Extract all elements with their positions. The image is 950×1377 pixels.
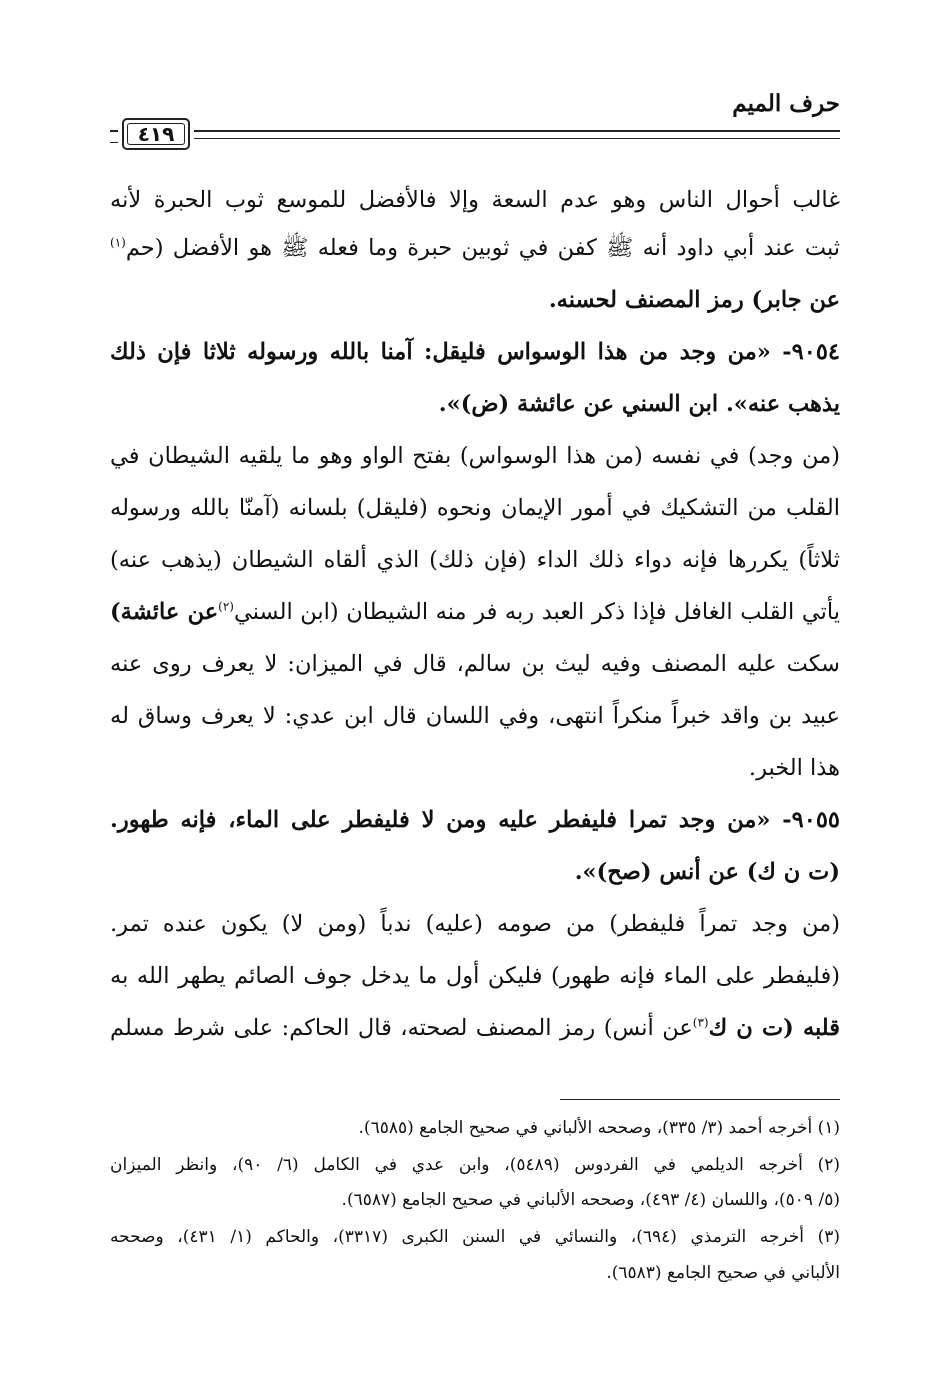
text-line: قلبه (ت ن ك$^{(٣)}$عن أنس) رمز المصنف لصحته، قال الحاكم: على شرط مسلم [110,1015,840,1041]
header-rule-thin [194,138,840,139]
text-line: القلب من التشكيك في أمور الإيمان ونحوه (فليقل) بلسانه (آمنّا بالله ورسوله [110,495,840,521]
footnote-mark: (٢) [218,599,234,614]
footnote-mark: (١) [110,235,126,250]
chapter-title: حرف الميم [732,90,840,117]
text-line: يأتي القلب الغافل فإذا ذكر العبد ربه فر منه الشيطان (ابن السني$^{(٢)}$عن عائشة) [110,599,840,625]
text-line: ثلاثاً) يكررها فإنه دواء ذلك الداء (فإن ذلك) الذي ألقاه الشيطان (يذهب عنه) [110,547,840,573]
text-line: يذهب عنه». ابن السني عن عائشة (ض)». [438,391,840,417]
text-line: سكت عليه المصنف وفيه ليث بن سالم، قال في الميزان: لا يعرف روى عنه [110,651,840,677]
page-number: ٤١٩ [122,118,190,150]
footnote-3-cont: الألباني في صحيح الجامع (٦٥٨٣). [606,1263,840,1283]
footnote-3: (٣) أخرجه الترمذي (٦٩٤)، والنسائي في السنن الكبرى (٣٣١٧)، والحاكم (١/ ٤٣١)، وصححه [110,1227,840,1247]
header-rule-end [110,130,118,143]
text-line: غالب أحوال الناس وهو عدم السعة وإلا فالأفضل للموسع ثوب الحبرة لأنه [110,187,840,213]
text-line: (فليفطر على الماء فإنه طهور) فليكن أول ما يدخل جوف الصائم يطهر الله به [110,963,840,989]
footnote-divider [560,1099,840,1100]
text-line: عبيد بن واقد خبراً منكراً انتهى، وفي اللسان قال ابن عدي: لا يعرف وساق له [110,703,840,729]
header-rule [110,122,840,148]
text-line: (ت ن ك) عن أنس (صح)». [574,859,840,885]
footnote-1: (١) أخرجه أحمد (٣/ ٣٣٥)، وصححه الألباني في صحيح الجامع (٦٥٨٥). [358,1118,840,1138]
text-line: ثبت عند أبي داود أنه ﷺ كفن في ثوبين حبرة وما فعله ﷺ هو الأفضل (حم$^{(١)}$ [110,235,840,261]
footnote-2: (٢) أخرجه الديلمي في الفردوس (٥٤٨٩)، وابن عدي في الكامل (٦/ ٩٠)، وانظر الميزان [110,1155,840,1175]
hadith-9054: ٩٠٥٤- «من وجد من هذا الوسواس فليقل: آمنا بالله ورسوله ثلاثا فإن ذلك [110,339,840,365]
text-line: (من وجد تمراً فليفطر) من صومه (عليه) ندباً (ومن لا) يكون عنده تمر. [110,911,840,937]
footnote-2-cont: (٥/ ٥٠٩)، واللسان (٤/ ٤٩٣)، وصححه الألباني في صحيح الجامع (٦٥٨٧). [341,1190,840,1210]
text-line: (من وجد) في نفسه (من هذا الوسواس) بفتح الواو وهو ما يلقيه الشيطان في [110,443,840,469]
footnote-mark: (٣) [692,1015,709,1030]
text-line: هذا الخبر. [748,755,840,781]
hadith-9055: ٩٠٥٥- «من وجد تمرا فليفطر عليه ومن لا فليفطر على الماء، فإنه طهور. [110,807,840,833]
text-line: عن جابر) رمز المصنف لحسنه. [548,287,840,313]
header-rule-thick [194,130,840,132]
